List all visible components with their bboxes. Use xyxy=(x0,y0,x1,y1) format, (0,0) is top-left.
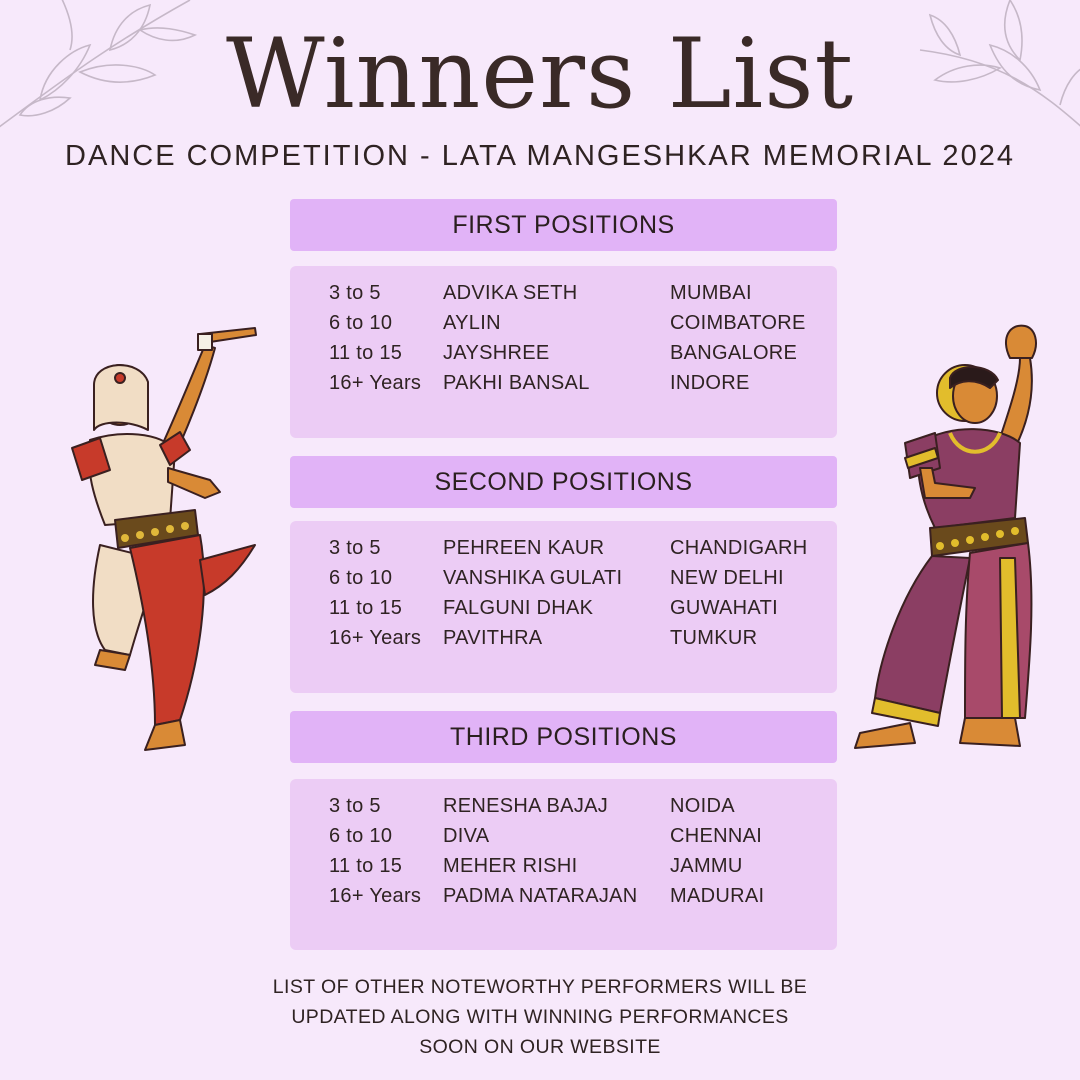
winner-name: VANSHIKA GULATI xyxy=(443,567,623,589)
age-group: 11 to 15 xyxy=(329,597,403,619)
winner-city: GUWAHATI xyxy=(670,597,778,619)
winner-name: PAKHI BANSAL xyxy=(443,372,590,394)
winner-name: PAVITHRA xyxy=(443,627,543,649)
winner-city: TUMKUR xyxy=(670,627,758,649)
section-heading-third: THIRD POSITIONS xyxy=(290,711,837,763)
winner-city: MADURAI xyxy=(670,885,765,907)
table-row xyxy=(290,795,837,825)
section-heading-second: SECOND POSITIONS xyxy=(290,456,837,508)
winner-name: MEHER RISHI xyxy=(443,855,578,877)
age-group: 6 to 10 xyxy=(329,312,393,334)
winner-city: NOIDA xyxy=(670,795,735,817)
winner-name: FALGUNI DHAK xyxy=(443,597,594,619)
dancer-illustration xyxy=(60,320,260,760)
winner-city: COIMBATORE xyxy=(670,312,806,334)
winner-name: AYLIN xyxy=(443,312,501,334)
footer-line: LIST OF OTHER NOTEWORTHY PERFORMERS WILL BE xyxy=(272,976,808,998)
footer-line: UPDATED ALONG WITH WINNING PERFORMANCES xyxy=(291,1006,789,1028)
section-heading-first: FIRST POSITIONS xyxy=(290,199,837,251)
winner-city: JAMMU xyxy=(670,855,743,877)
table-row xyxy=(290,312,837,342)
footer-line: SOON ON OUR WEBSITE xyxy=(419,1036,661,1058)
winner-name: JAYSHREE xyxy=(443,342,550,364)
winner-city: CHENNAI xyxy=(670,825,763,847)
section-first-list xyxy=(290,266,837,438)
age-group: 16+ Years xyxy=(329,885,422,907)
page-subtitle: DANCE COMPETITION - LATA MANGESHKAR MEMORIAL 2024 xyxy=(65,140,1015,172)
age-group: 3 to 5 xyxy=(329,795,381,817)
winner-name: DIVA xyxy=(443,825,490,847)
winner-city: MUMBAI xyxy=(670,282,752,304)
winner-city: CHANDIGARH xyxy=(670,537,808,559)
age-group: 16+ Years xyxy=(329,372,422,394)
winner-city: BANGALORE xyxy=(670,342,798,364)
age-group: 3 to 5 xyxy=(329,282,381,304)
table-row xyxy=(290,597,837,627)
winner-city: NEW DELHI xyxy=(670,567,784,589)
age-group: 11 to 15 xyxy=(329,855,403,877)
table-row xyxy=(290,567,837,597)
table-row xyxy=(290,825,837,855)
table-row xyxy=(290,537,837,567)
winner-name: PEHREEN KAUR xyxy=(443,537,605,559)
winner-city: INDORE xyxy=(670,372,750,394)
age-group: 11 to 15 xyxy=(329,342,403,364)
table-row xyxy=(290,342,837,372)
table-row xyxy=(290,855,837,885)
section-third-list xyxy=(290,779,837,950)
age-group: 6 to 10 xyxy=(329,825,393,847)
table-row xyxy=(290,372,837,402)
age-group: 6 to 10 xyxy=(329,567,393,589)
winner-name: ADVIKA SETH xyxy=(443,282,578,304)
age-group: 3 to 5 xyxy=(329,537,381,559)
table-row xyxy=(290,885,837,915)
table-row xyxy=(290,627,837,657)
winner-name: PADMA NATARAJAN xyxy=(443,885,638,907)
page-title: Winners List xyxy=(225,18,855,130)
winner-name: RENESHA BAJAJ xyxy=(443,795,609,817)
footer-note xyxy=(0,972,1080,1062)
age-group: 16+ Years xyxy=(329,627,422,649)
dancer-illustration xyxy=(850,318,1050,758)
section-second-list xyxy=(290,521,837,693)
table-row xyxy=(290,282,837,312)
